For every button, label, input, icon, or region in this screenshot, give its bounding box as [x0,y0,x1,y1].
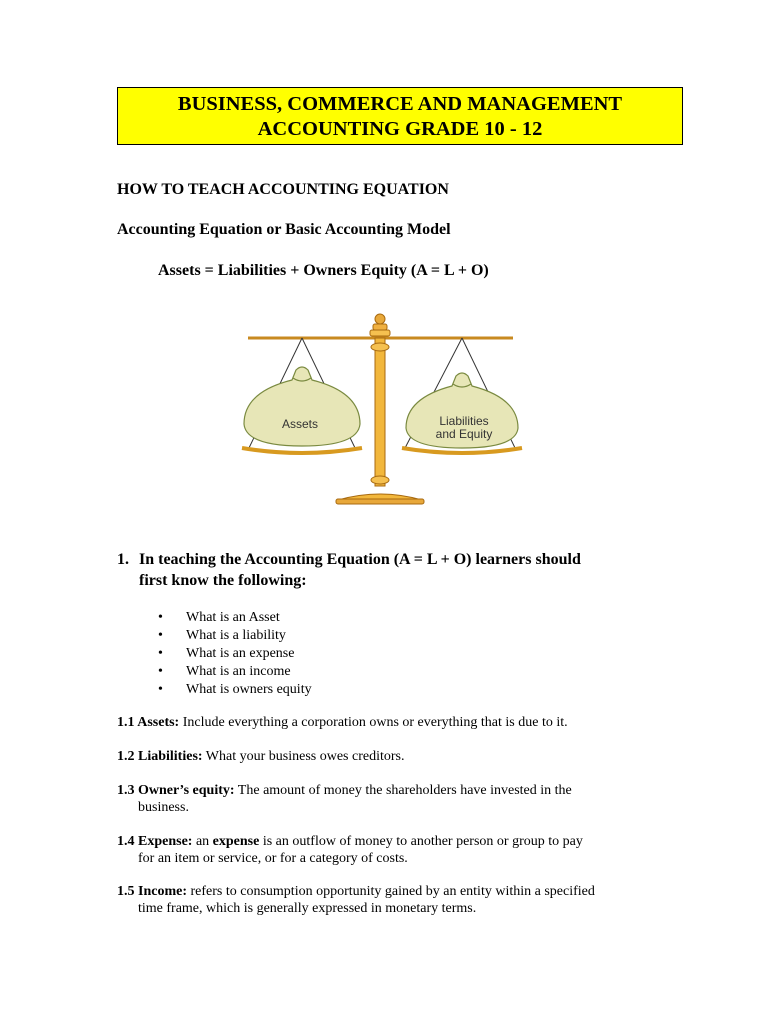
list-item: • What is an income [158,664,291,679]
bullet-icon: • [158,628,163,643]
bullet-icon: • [158,664,163,679]
left-bag-label: Assets [281,417,319,431]
list-item: • What is an expense [158,646,295,661]
section-1-line-1: In teaching the Accounting Equation (A = L + O) learners should [139,551,581,568]
heading-how-to-teach: HOW TO TEACH ACCOUNTING EQUATION [117,181,449,198]
definition-assets: 1.1 Assets: Include everything a corporation owns or everything that is due to it. [117,715,568,730]
bullet-icon: • [158,610,163,625]
title-line-2: ACCOUNTING GRADE 10 - 12 [257,118,543,140]
heading-accounting-model: Accounting Equation or Basic Accounting Model [117,221,451,238]
accounting-equation: Assets = Liabilities + Owners Equity (A = L + O) [158,262,489,279]
definition-liabilities: 1.2 Liabilities: What your business owes creditors. [117,749,405,764]
title-line-1: BUSINESS, COMMERCE AND MANAGEMENT [177,93,623,115]
list-item: • What is a liability [158,628,286,643]
definition-income: 1.5 Income: refers to consumption opportunity gained by an entity within a specified time frame, which is generally expressed in monetary terms. [117,884,595,916]
prerequisite-list [158,609,312,699]
document-title-box [117,87,683,145]
definition-owners-equity: 1.3 Owner’s equity: The amount of money the shareholders have invested in the business. [117,783,572,815]
balance-scale-illustration [238,312,528,512]
section-1-line-2: first know the following: [139,572,307,589]
bullet-icon: • [158,682,163,697]
right-bag-label-line1: Liabilities [439,414,489,428]
definition-expense: 1.4 Expense: an expense is an outflow of money to another person or group to pay for an item or service, or for a category of costs. [117,834,583,866]
list-item: • What is an Asset [158,610,280,625]
right-bag-label-line2: and Equity [435,427,493,441]
section-1-number: 1. [117,551,129,568]
bullet-icon: • [158,646,163,661]
list-item: • What is owners equity [158,682,312,697]
